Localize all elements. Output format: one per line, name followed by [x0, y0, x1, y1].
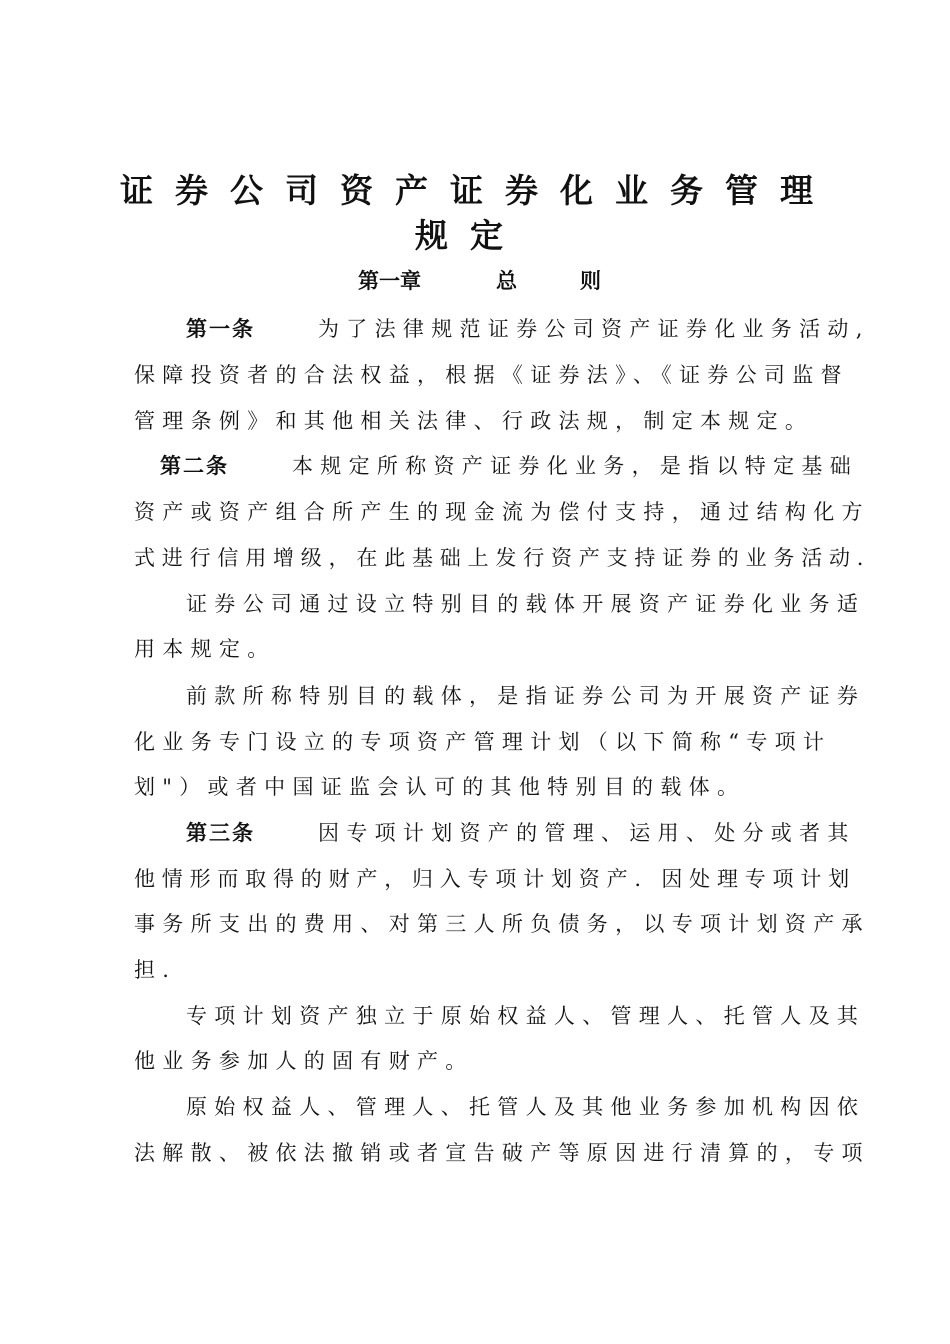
chapter-name-part-2: 则: [580, 269, 601, 293]
article-3-line-7: [0, 1084, 950, 1130]
article-3-label: 第三条: [186, 821, 255, 845]
document-title-line-2: 规定: [415, 216, 525, 255]
paragraph-text: 管理条例》和其他相关法律、行政法规，制定本规定。: [134, 409, 814, 433]
article-3-line-3: [0, 901, 950, 947]
document-title-line-1: 证券公司资产证券化业务管理: [120, 171, 835, 210]
paragraph-text: 担.: [134, 958, 177, 982]
paragraph-text: 专项计划资产独立于原始权益人、管理人、托管人及其: [186, 1004, 866, 1028]
paragraph-text: 原始权益人、管理人、托管人及其他业务参加机构因依: [186, 1095, 866, 1119]
chapter-name-part-1: 总: [496, 269, 517, 293]
article-3-line-1: [0, 810, 950, 856]
paragraph-text: 他情形而取得的财产，归入专项计划资产. 因处理专项计划: [134, 867, 856, 891]
paragraph-text: 法解散、被依法撤销或者宣告破产等原因进行清算的，专项: [134, 1141, 870, 1165]
paragraph-text: 化业务专门设立的专项资产管理计划（以下简称“专项计: [134, 730, 832, 754]
article-2-line-6: [0, 673, 950, 719]
paragraph-text: 他业务参加人的固有财产。: [134, 1049, 474, 1073]
paragraph-text: 本规定所称资产证券化业务，是指以特定基础: [292, 454, 858, 478]
paragraph-text: 证券公司通过设立特别目的载体开展资产证券化业务适: [186, 592, 866, 616]
article-2-line-8: [0, 764, 950, 810]
article-3-line-2: [0, 856, 950, 902]
article-2-line-2: [0, 489, 950, 535]
article-3-line-4: [0, 947, 950, 993]
article-1-line-3: [0, 398, 950, 444]
article-3-line-6: [0, 1038, 950, 1084]
paragraph-text: 为了法律规范证券公司资产证券化业务活动,: [318, 317, 870, 341]
article-2-line-3: [0, 535, 950, 581]
paragraph-text: 因专项计划资产的管理、运用、处分或者其: [318, 821, 856, 845]
article-3-line-8: [0, 1130, 950, 1176]
chapter-heading: [358, 264, 601, 298]
article-3-line-5: [0, 993, 950, 1039]
article-2-label: 第二条: [160, 454, 229, 478]
paragraph-text: 划"）或者中国证监会认可的其他特别目的载体。: [134, 775, 746, 799]
article-1-label: 第一条: [186, 317, 255, 341]
paragraph-text: 式进行信用增级，在此基础上发行资产支持证券的业务活动.: [134, 546, 871, 570]
article-1-line-1: [0, 306, 950, 352]
chapter-number: 第一章: [358, 269, 421, 293]
article-2-line-1: [0, 443, 950, 489]
paragraph-text: 保障投资者的合法权益，根据《证券法》、《证券公司监督: [134, 363, 849, 387]
paragraph-text: 前款所称特别目的载体，是指证券公司为开展资产证券: [186, 684, 866, 708]
article-2-line-4: [0, 581, 950, 627]
paragraph-text: 用本规定。: [134, 637, 276, 661]
article-2-line-5: [0, 626, 950, 672]
article-1-line-2: [0, 352, 950, 398]
article-2-line-7: [0, 719, 950, 765]
paragraph-text: 资产或资产组合所产生的现金流为偿付支持，通过结构化方: [134, 500, 870, 524]
paragraph-text: 事务所支出的费用、对第三人所负债务，以专项计划资产承: [134, 912, 870, 936]
